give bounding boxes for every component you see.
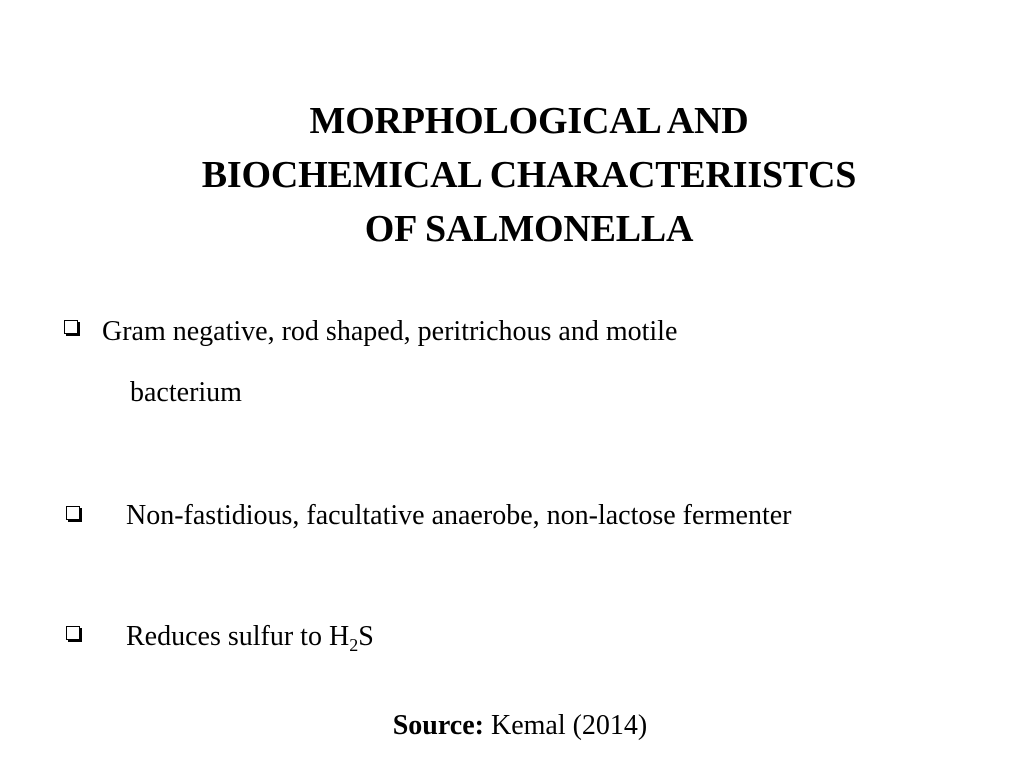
bullet-3-subscript: 2: [349, 635, 359, 655]
checkbox-square-icon: [66, 506, 80, 520]
bullet-2-text: Non-fastidious, facultative anaerobe, non-lactose fermenter: [126, 500, 792, 531]
title-line-1: MORPHOLOGICAL AND: [309, 100, 749, 142]
bullet-3-text-end: S: [358, 621, 374, 652]
checkbox-square-icon: [64, 320, 78, 334]
slide-title: [0, 94, 1024, 256]
bullet-1-continuation: bacterium: [130, 377, 242, 408]
bullet-3-text: [126, 618, 374, 656]
bullet-1-text: Gram negative, rod shaped, peritrichous and motile: [102, 316, 678, 347]
source-label: Source:: [392, 710, 484, 741]
checkbox-square-icon: [66, 626, 80, 640]
source-text: Kemal (2014): [483, 710, 648, 741]
title-line-2: BIOCHEMICAL CHARACTERIISTCS: [201, 154, 857, 196]
source-citation: [0, 707, 1024, 745]
title-line-3: OF SALMONELLA: [364, 208, 694, 250]
bullet-3-text-main: Reduces sulfur to H: [126, 621, 350, 652]
